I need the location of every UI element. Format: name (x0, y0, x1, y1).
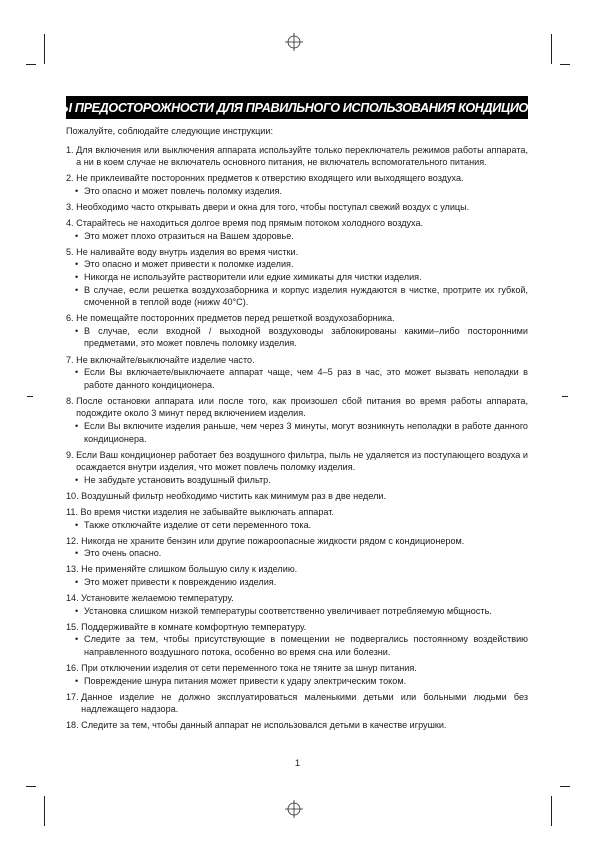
side-mark-left (27, 396, 33, 397)
bullet-icon: • (75, 577, 79, 587)
list-item-number: 18. (66, 720, 82, 731)
list-item-number: 2. (66, 173, 77, 184)
list-item-number: 3. (66, 201, 77, 212)
list-item-number: 11. (66, 507, 81, 518)
list-item-text: Данное изделие не должно эксплуатироваться маленькими детьми или больными людьми без надлежащего надзора. (81, 691, 528, 715)
bullet-icon: • (75, 605, 79, 616)
section-title: МЕРЫ ПРЕДОСТОРОЖНОСТИ ДЛЯ ПРАВИЛЬНОГО ИСПОЛЬЗОВАНИЯ КОНДИЦИОНЕРА (33, 100, 561, 115)
list-item-bullet (66, 605, 528, 618)
list-item (66, 535, 528, 560)
list-item-text: Следите за тем, чтобы данный аппарат не использовался детьми в качестве игрушки. (81, 720, 447, 731)
list-item-line (66, 172, 528, 185)
list-item-line (66, 563, 528, 576)
list-item-text: Установите желаемою температуру. (81, 593, 234, 604)
list-item-bullet (66, 325, 528, 350)
list-item-text: Не включайте/выключайте изделие часто. (76, 354, 255, 365)
list-item-text: Не помещайте посторонних предметов перед решеткой воздухозаборника. (76, 313, 395, 324)
list-item-number: 17. (66, 691, 82, 702)
list-item-bullet (66, 284, 528, 309)
list-item (66, 506, 528, 531)
crop-mark-top-left-h (26, 64, 36, 65)
bullet-icon: • (75, 474, 79, 485)
bullet-icon: • (75, 548, 79, 559)
bullet-icon: • (75, 420, 79, 431)
list-item-line (66, 490, 528, 503)
registration-mark-bottom (285, 800, 303, 818)
list-item (66, 490, 528, 503)
list-item-text: Не применяйте слишком большую силу к изделию. (81, 564, 298, 575)
bullet-text: Также отключайте изделие от сети переменного тока. (84, 519, 312, 530)
bullet-icon: • (75, 230, 79, 241)
list-item-line (66, 592, 528, 605)
list-item-bullet (66, 547, 528, 560)
list-item-bullet (66, 271, 528, 284)
list-item-text: Во время чистки изделия не забывайте выключать аппарат. (80, 507, 334, 518)
list-item-line (66, 506, 528, 519)
list-item-line (66, 691, 528, 716)
list-item-line (66, 395, 528, 420)
list-item (66, 354, 528, 392)
list-item-line (66, 354, 528, 367)
bullet-text: Если Вы включаете/выключаете аппарат чаще, чем 4–5 раз в час, это может вызвать неполадки в работе данного кондиционера. (84, 367, 528, 390)
crop-mark-bottom-right (551, 796, 552, 826)
list-item-number: 16. (66, 663, 82, 674)
list-item (66, 662, 528, 687)
side-mark-right (562, 396, 568, 397)
list-item (66, 563, 528, 588)
bullet-icon: • (75, 634, 79, 645)
bullet-icon: • (75, 325, 79, 336)
list-item (66, 217, 528, 242)
bullet-icon: • (75, 259, 79, 270)
bullet-icon: • (75, 284, 79, 295)
crop-mark-bottom-left (44, 796, 45, 826)
list-item-number: 15. (66, 621, 82, 632)
list-item-number: 12. (66, 535, 82, 546)
list-item-text: Старайтесь не находиться долгое время под прямым потоком холодного воздуха. (76, 218, 424, 229)
bullet-text: В случае, если входной / выходной воздуховоды заблокированы какими–либо посторонними предметами, это может повлечь поломку изделия. (84, 325, 528, 349)
list-item (66, 719, 528, 732)
list-item-number: 14. (66, 593, 82, 604)
list-item-bullet (66, 519, 528, 532)
list-item-bullet (66, 230, 528, 243)
list-item (66, 201, 528, 214)
list-item-text: Никогда не храните бензин или другие пожароопасные жидкости рядом с кондиционером. (81, 535, 465, 546)
list-item-text: После остановки аппарата или после того, как произошел сбой питания во время работы аппарата, подождите около 3 минут перед включением изделия. (76, 395, 528, 419)
list-item-text: Воздушный фильтр необходимо чистить как минимум раз в две недели. (81, 490, 387, 501)
list-item-line (66, 449, 528, 474)
bullet-text: Повреждение шнура питания может привести к удару электрическим током. (84, 675, 407, 686)
crop-mark-top-right (551, 34, 552, 64)
list-item (66, 395, 528, 445)
bullet-icon: • (75, 519, 79, 530)
bullet-text: Это опасно и может привести к поломке изделия. (84, 259, 294, 270)
list-item-line (66, 201, 528, 214)
instructions-body (66, 125, 528, 736)
bullet-icon: • (75, 367, 79, 378)
list-item-bullet (66, 675, 528, 688)
list-item-line (66, 144, 528, 169)
section-title-banner (33, 96, 561, 119)
registration-mark-top (285, 33, 303, 51)
list-item-number: 4. (66, 218, 77, 229)
bullet-icon: • (75, 675, 79, 686)
list-item-number: 8. (66, 395, 77, 406)
list-item (66, 246, 528, 309)
bullet-text: Это может привести к повреждению изделия. (84, 577, 277, 587)
list-item-number: 5. (66, 246, 77, 257)
bullet-text: Следите за тем, чтобы присутствующие в помещении не подвергались постоянному воздействию направленного воздушного потока, особенно во время сна или болезни. (84, 634, 528, 657)
bullet-text: Не забудьте установить воздушный фильтр. (84, 474, 271, 485)
page-number: 1 (294, 758, 301, 769)
list-item-line (66, 535, 528, 548)
list-item-text: Для включения или выключения аппарата используйте только переключатель режимов работы аппарата, а ни в коем случае не включатель основного питания, не включатель вспомогательного питания. (76, 144, 528, 168)
bullet-text: Это может плохо отразиться на Вашем здоровье. (84, 230, 294, 241)
list-item-bullet (66, 633, 528, 658)
bullet-icon: • (75, 271, 79, 282)
list-item (66, 172, 528, 197)
list-item-text: Поддерживайте в комнате комфортную температуру. (81, 621, 307, 632)
crop-mark-bottom-right-h (560, 786, 570, 787)
bullet-text: Установка слишком низкой температуры соответственно увеличивает потребляемую мбщность. (84, 605, 492, 616)
bullet-text: Никогда не используйте растворители или едкие химикаты для чистки изделия. (84, 271, 422, 282)
bullet-text: Это очень опасно. (84, 548, 162, 559)
list-item (66, 691, 528, 716)
list-item-number: 1. (66, 144, 77, 155)
list-item-bullet (66, 576, 528, 589)
list-item-text: Если Ваш кондиционер работает без воздушного фильтра, пыль не удаляется из поступающего воздуха и осаждается внутри изделия, что может повлечь поломку изделия. (76, 449, 528, 473)
list-item-bullet (66, 366, 528, 391)
bullet-text: Это опасно и может повлечь поломку изделия. (84, 185, 282, 196)
list-item-text: Необходимо часто открывать двери и окна для того, чтобы поступал свежий воздух с улицы. (76, 201, 470, 212)
intro-text: Пожалуйте, соблюдайте следующие инструкции: (66, 126, 273, 136)
list-item-bullet (66, 258, 528, 271)
list-item-bullet (66, 474, 528, 487)
list-item-line (66, 621, 528, 634)
list-item-line (66, 662, 528, 675)
list-item-number: 7. (66, 354, 77, 365)
list-item-number: 9. (66, 449, 77, 460)
list-item-number: 6. (66, 313, 77, 324)
list-item (66, 312, 528, 350)
list-item-text: Не приклеивайте посторонних предметов к отверстию входящего или выходящего воздуха. (76, 173, 464, 184)
list-item-bullet (66, 185, 528, 198)
list-item-number: 10. (66, 490, 82, 501)
bullet-icon: • (75, 185, 79, 196)
list-item-line (66, 246, 528, 259)
list-item-text: При отключении изделия от сети переменного тока не тяните за шнур питания. (81, 663, 417, 674)
crop-mark-top-left (44, 34, 45, 64)
list-item (66, 621, 528, 659)
list-item-number: 13. (66, 564, 82, 575)
list-item-bullet (66, 420, 528, 445)
list-item-text: Не наливайте воду внутрь изделия во время чистки. (76, 246, 299, 257)
list-item (66, 449, 528, 487)
list-item (66, 592, 528, 617)
list-item-line (66, 217, 528, 230)
instructions-list (66, 144, 528, 732)
list-item-line (66, 312, 528, 325)
bullet-text: Если Вы включите изделия раньше, чем через 3 минуты, могут возникнуть неполадки в работе данного кондиционера. (84, 420, 528, 444)
crop-mark-bottom-left-h (26, 786, 36, 787)
crop-mark-top-right-h (560, 64, 570, 65)
list-item-line (66, 719, 528, 732)
list-item (66, 144, 528, 169)
bullet-text: В случае, если решетка воздухозаборника и корпус изделия нуждаются в чистке, протрите их губкой, смоченной в теплой воде (нижw 40°C). (84, 284, 528, 308)
